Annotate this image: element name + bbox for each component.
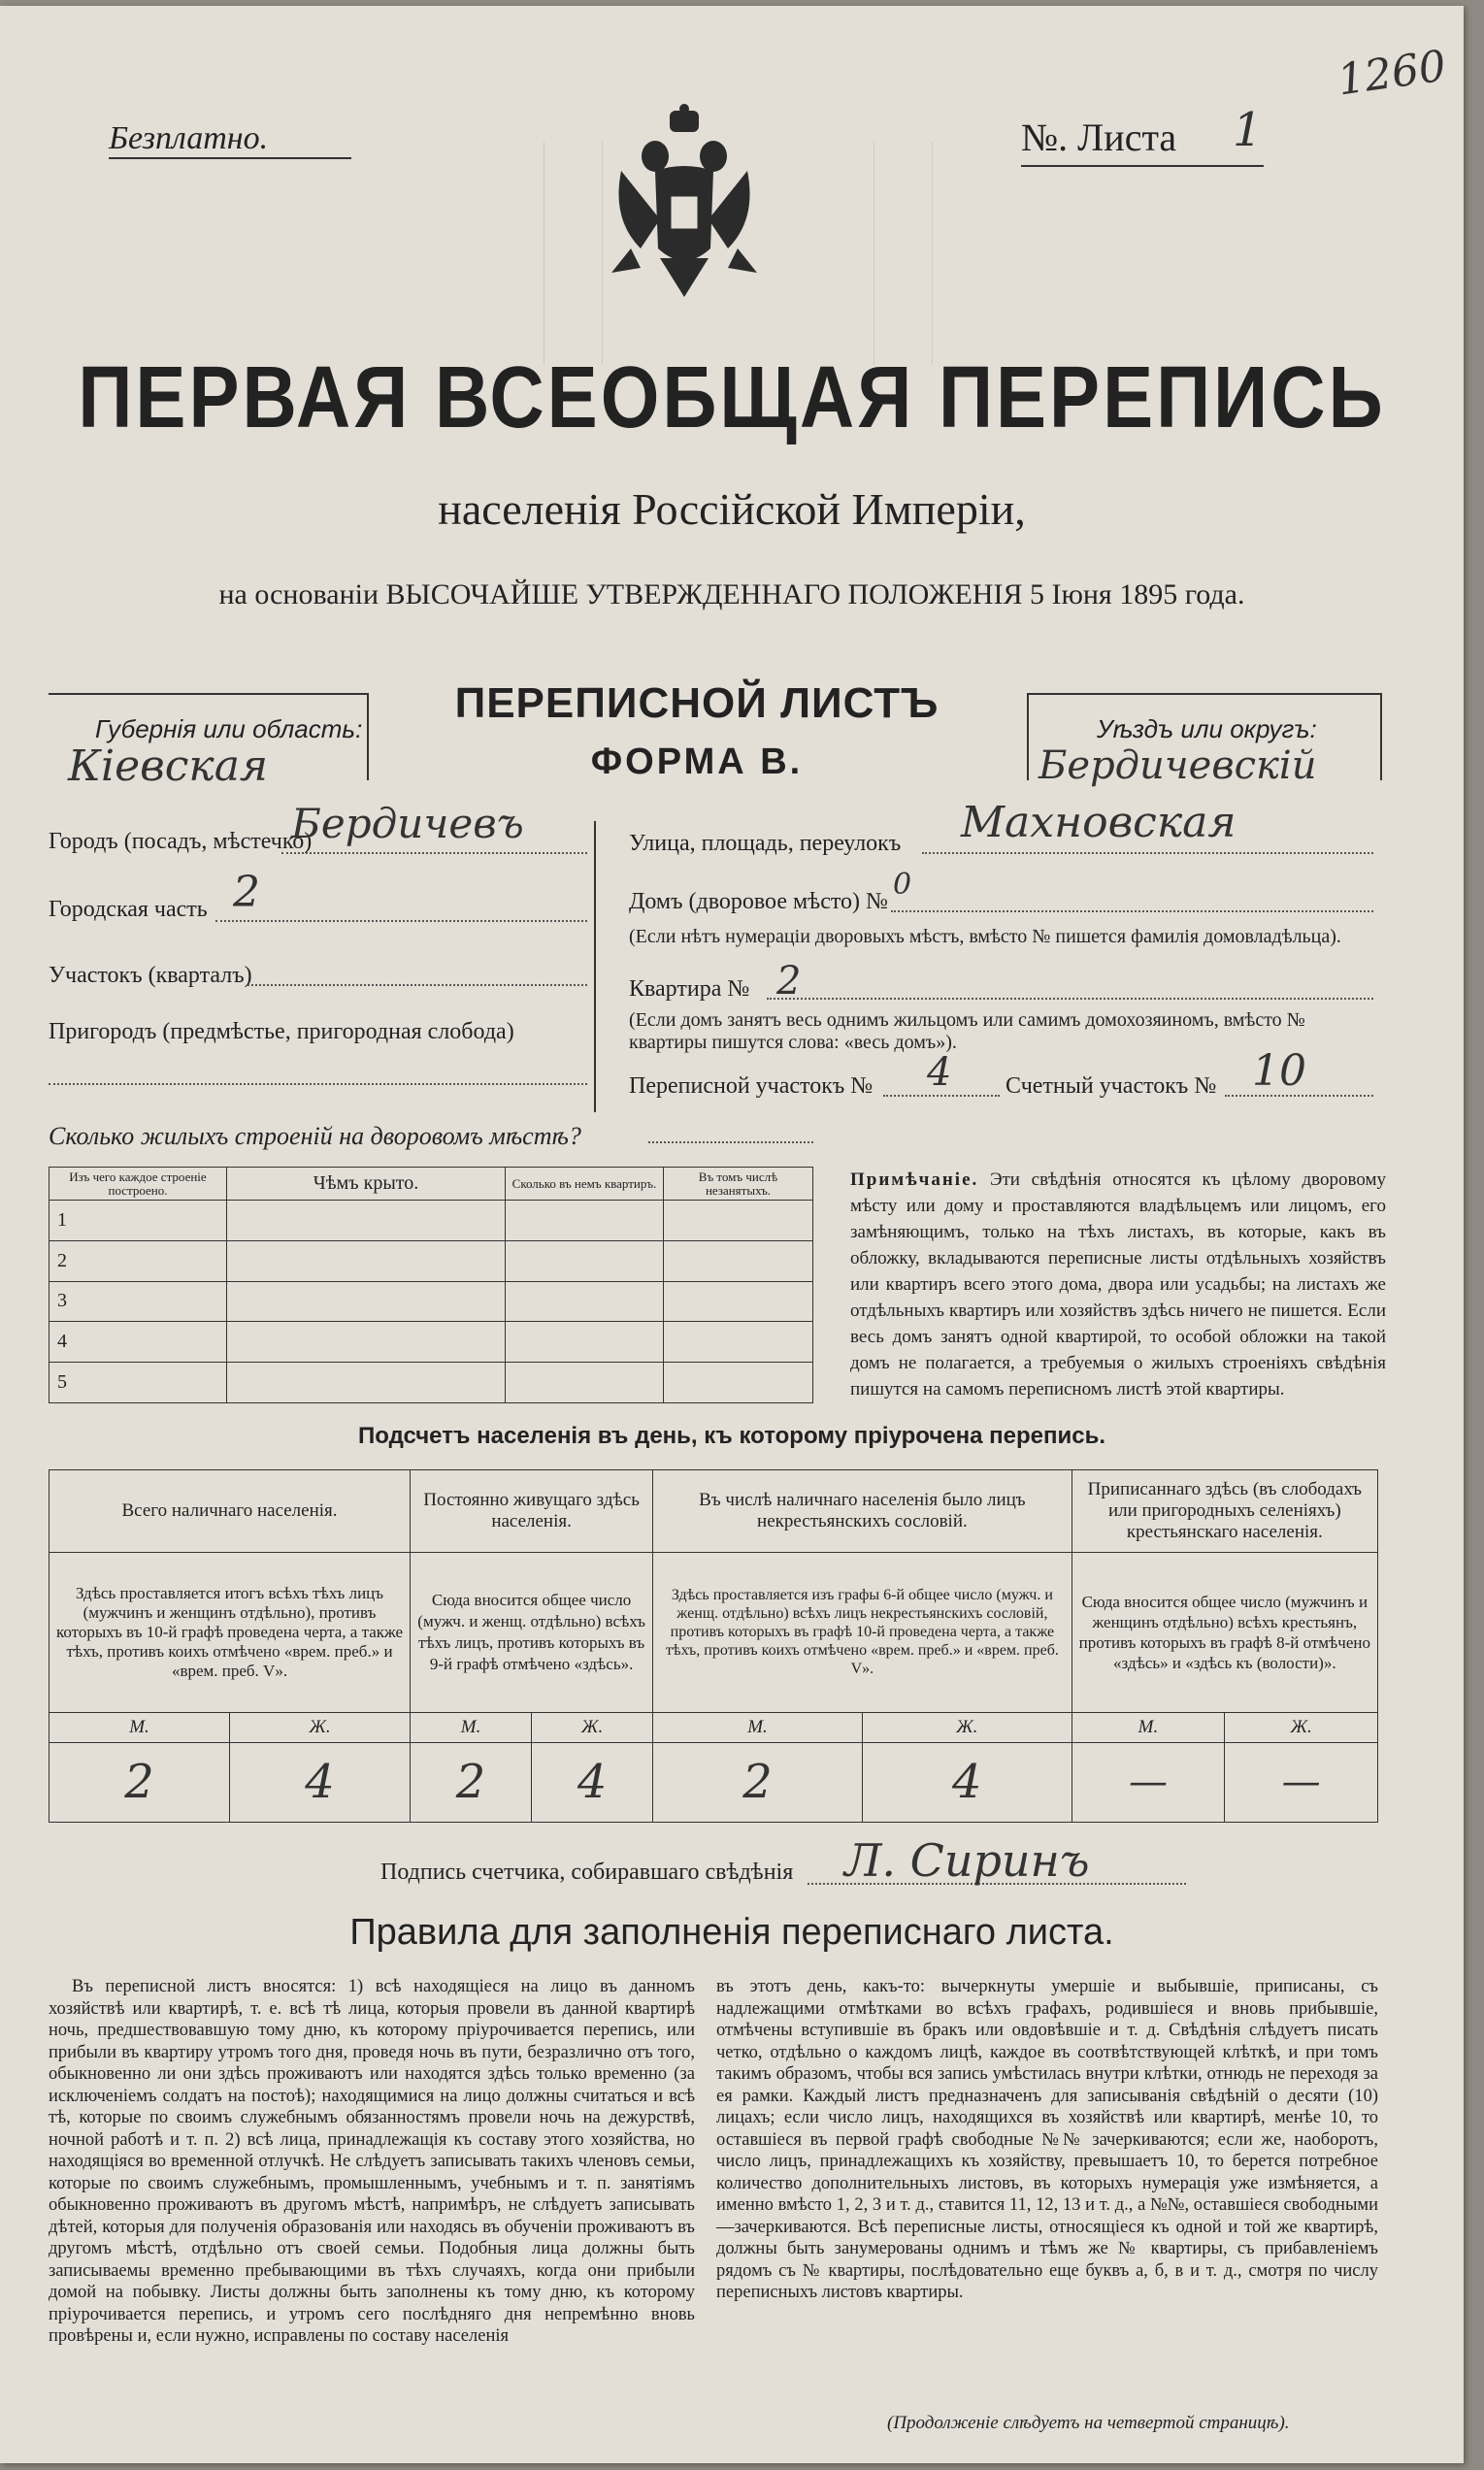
- pop-desc-permanent: Сюда вносится общее число (мужч. и женщ. отдѣльно) всѣхъ тѣхъ лицъ, противъ которыхъ въ 9-й графѣ отмѣчено «здѣсь».: [411, 1552, 653, 1712]
- form-name: ФОРМА В.: [590, 741, 804, 782]
- buildings-cell: [506, 1363, 664, 1403]
- rules-left-column: Въ переписной листъ вносятся: 1) всѣ находящіеся на лицо въ данномъ хозяйствѣ или квартирѣ, т. е. всѣ тѣ лица, которыя провели въ данной квартирѣ ночь, предшествовавшую тому дню, къ которому пріурочивается перепись, или прибыли въ квартиру утромъ того дня, проведя ночь въ пути, безразлично отъ того, обыкновенно ли они здѣсь проживаютъ или находятся здѣсь только временно (за исключеніемъ солдатъ на постоѣ); находящимися на лицо должны считаться и всѣ тѣ, которые по своимъ служебнымъ обязанностямъ провели ночь на дежурствѣ, ночной работѣ и т. п. 2) всѣ лица, принадлежащія къ составу этого хозяйства, но находящіяся во временной отлучкѣ. Не слѣдуетъ записывать такихъ членовъ семьи, которые по своимъ служебнымъ, промышленнымъ, учебнымъ и т. п. занятіямъ обыкновенно проживаютъ въ другомъ мѣстѣ, напримѣръ, не слѣдуетъ записывать дѣтей, которыя для полученія образованія или находясь въ обученіи проживаютъ въ другомъ мѣстѣ, отдѣльно отъ своей семьи. Подобныя лица должны быть записываемы временно пребывающими въ тѣхъ случаяхъ, когда они прибыли домой на побывку. Листы должны быть заполнены къ тому дню, къ которому пріурочивается перепись, и утромъ сего послѣдняго дня непремѣнно вновь провѣрены и, если нужно, исправлены по составу населенія: [49, 1977, 695, 2346]
- buildings-row-number: 2: [49, 1240, 227, 1281]
- pop-desc-nonpeasant: Здѣсь проставляется изъ графы 6-й общее число (мужч. и женщ. отдѣльно) всѣхъ лицъ некрестьянскихъ сословій, противъ которыхъ въ графѣ 10-й проведена черта, а также тѣхъ, противъ коихъ отмѣчено «врем. преб.» и «врем. преб. V».: [653, 1552, 1072, 1712]
- buildings-cell: [227, 1240, 506, 1281]
- pop-f-label: Ж.: [532, 1712, 653, 1742]
- count-area-value: 10: [1252, 1046, 1306, 1096]
- uezd-value: Бердичевскій: [1039, 743, 1317, 788]
- buildings-cell: [227, 1363, 506, 1403]
- free-label: Безплатно.: [109, 120, 351, 159]
- house-value: 0: [893, 868, 912, 902]
- pop-peasant-male: —: [1072, 1742, 1225, 1823]
- sheet-number-label: №. Листа: [1021, 115, 1177, 159]
- pop-f-label: Ж.: [1225, 1712, 1378, 1742]
- pop-head-peasant: Приписаннаго здѣсь (въ слободахъ или пригородныхъ селеніяхъ) крестьянскаго населенія.: [1072, 1470, 1377, 1553]
- city-value: Бердичевъ: [291, 800, 524, 847]
- suburb-line: [49, 1083, 587, 1085]
- count-area-label: Счетный участокъ №: [1006, 1073, 1217, 1099]
- street-value: Махновская: [961, 798, 1237, 847]
- buildings-row-number: 3: [49, 1281, 227, 1322]
- buildings-line: [648, 1141, 813, 1143]
- pop-head-total: Всего наличнаго населенія.: [49, 1470, 411, 1553]
- buildings-cell: [227, 1281, 506, 1322]
- street-line: [922, 852, 1373, 854]
- population-table: [49, 1469, 1378, 1823]
- buildings-row-number: 5: [49, 1363, 227, 1403]
- legal-basis: на основаніи ВЫСОЧАЙШЕ УТВЕРЖДЕННАГО ПОЛОЖЕНІЯ 5 Іюня 1895 года.: [218, 578, 1245, 610]
- pop-nonpeasant-male: 2: [653, 1742, 863, 1823]
- buildings-cell: [227, 1322, 506, 1363]
- buildings-table: [49, 1167, 813, 1403]
- apartment-line: [767, 998, 1373, 1000]
- suburb-label: Пригородъ (предмѣстье, пригородная слобода): [49, 1019, 514, 1044]
- city-part-value: 2: [233, 868, 260, 917]
- pop-f-label: Ж.: [230, 1712, 411, 1742]
- house-label: Домъ (дворовое мѣсто) №: [629, 889, 888, 914]
- city-label: Городъ (посадъ, мѣстечко): [49, 829, 313, 854]
- district-label: Участокъ (кварталъ): [49, 963, 252, 988]
- form-title: ПЕРЕПИСНОЙ ЛИСТЪ: [454, 679, 940, 727]
- pop-permanent-female: 4: [532, 1742, 653, 1823]
- district-line: [247, 984, 587, 986]
- pop-peasant-female: —: [1225, 1742, 1378, 1823]
- census-area-value: 4: [927, 1050, 952, 1095]
- pop-total-male: 2: [49, 1742, 230, 1823]
- sheet-number-handwritten: 1: [1233, 103, 1263, 157]
- census-area-line: [883, 1095, 1000, 1097]
- pop-nonpeasant-female: 4: [862, 1742, 1072, 1823]
- city-line: [281, 852, 587, 854]
- buildings-cell: [506, 1240, 664, 1281]
- rules-right-column: въ этотъ день, какъ-то: вычеркнуты умершіе и выбывшіе, приписаны, съ надлежащими отмѣтками во всѣхъ графахъ, родившіеся и вновь прибывшіе, отмѣчены вступившіе въ бракъ или овдовѣвшіе и т. д. Свѣдѣнія слѣдуетъ писать четко, отдѣльно о каждомъ лицѣ, каждое въ соотвѣтствующей клѣткѣ, и при томъ такимъ образомъ, чтобы вся запись умѣстилась внутри клѣтки, отнюдь не переходя за ея рамки. Каждый листъ предназначенъ для записыванія свѣдѣній о десяти (10) лицахъ; если число лицъ, находящихся въ хозяйствѣ или квартирѣ, менѣе 10, то оставшіеся въ первой графѣ свободные №№ зачеркиваются; если же, наоборотъ, число лицъ, принадлежащихъ къ хозяйству, превышаетъ 10, то берется потребное количество дополнительныхъ листовъ, въ которыхъ нумерація уже измѣняется, а именно вмѣсто 1, 2, 3 и т. д., ставится 11, 12, 13 и т. д., а №№, оставшіеся свободными—зачеркиваются. Всѣ переписные листы, относящіеся къ одной и той же квартирѣ, должны быть занумерованы однимъ и тѣмъ же № квартиры, съ прибавленіемъ рядомъ съ № квартиры, послѣдовательно еще буквъ а, б, в и т. д., смотря по числу переписныхъ листовъ квартиры.: [716, 1977, 1378, 2302]
- note-text: Эти свѣдѣнія относятся къ цѣлому дворовому мѣсту или дому и проставляются владѣльцемъ или лицомъ, его замѣняющимъ, только на тѣхъ листахъ, въ которые, какъ въ обложку, вкладываются переписные листы отдѣльныхъ хозяйствъ или квартиръ всего этого дома, двора или усадьбы; на листахъ же отдѣльныхъ квартиръ или хозяйствъ здѣсь ничего не пишется. Если весь домъ занятъ одной квартирой, то особой обложки на такой домъ не полагается, а требуемыя о жилыхъ строеніяхъ свѣдѣнія пишутся на самомъ переписномъ листѣ этой квартиры.: [850, 1169, 1386, 1400]
- signature-label: Подпись счетчика, собиравшаго свѣдѣнія: [380, 1860, 794, 1885]
- buildings-cell: [506, 1322, 664, 1363]
- form-divider: [594, 821, 596, 1112]
- pop-desc-total: Здѣсь проставляется итогъ всѣхъ тѣхъ лицъ (мужчинъ и женщинъ отдѣльно), противъ которыхъ въ 10-й графѣ проведена черта, а также тѣхъ, противъ коихъ отмѣчено «врем. преб.» и «врем. преб. V».: [49, 1552, 411, 1712]
- pop-head-permanent: Постоянно живущаго здѣсь населенія.: [411, 1470, 653, 1553]
- rules-title: Правила для заполненія переписнаго листа.: [349, 1912, 1114, 1953]
- street-label: Улица, площадь, переулокъ: [629, 831, 902, 856]
- signature-value: Л. Сиринъ: [844, 1834, 1090, 1887]
- ruling-line: [932, 142, 933, 365]
- rules-continued: (Продолженіе слѣдуетъ на четвертой страницѣ).: [887, 2413, 1290, 2433]
- buildings-cell: [664, 1322, 813, 1363]
- buildings-question: Сколько жилыхъ строеній на дворовомъ мѣстѣ?: [49, 1122, 581, 1150]
- apartment-label: Квартира №: [629, 976, 750, 1002]
- buildings-header-material: Изъ чего каждое строеніе построено.: [49, 1168, 227, 1201]
- buildings-cell: [664, 1281, 813, 1322]
- pop-desc-peasant: Сюда вносится общее число (мужчинъ и женщинъ отдѣльно) всѣхъ крестьянъ, противъ которыхъ въ графѣ 8-й отмѣчено «здѣсь» и «здѣсь къ (волости)».: [1072, 1552, 1377, 1712]
- pop-head-nonpeasant: Въ числѣ наличнаго населенія было лицъ некрестьянскихъ сословій.: [653, 1470, 1072, 1553]
- uezd-label: Уѣздъ или округъ:: [1097, 714, 1317, 743]
- apartment-note: (Если домъ занятъ весь однимъ жильцомъ или самимъ домохозяиномъ, вмѣсто № квартиры пишутся слова: «весь домъ»).: [629, 1009, 1305, 1053]
- apartment-value: 2: [776, 959, 802, 1004]
- pop-m-label: М.: [653, 1712, 863, 1742]
- buildings-cell: [664, 1363, 813, 1403]
- buildings-cell: [227, 1201, 506, 1241]
- double-headed-eagle-emblem: [602, 103, 767, 307]
- note-head: Примѣчаніе.: [850, 1169, 979, 1190]
- city-part-line: [215, 920, 587, 922]
- buildings-row-number: 1: [49, 1201, 227, 1241]
- city-part-label: Городская часть: [49, 897, 208, 922]
- gubernia-label: Губернія или область:: [95, 714, 363, 743]
- pop-m-label: М.: [1072, 1712, 1225, 1742]
- pop-total-female: 4: [230, 1742, 411, 1823]
- pop-m-label: М.: [411, 1712, 532, 1742]
- population-title: Подсчетъ населенія въ день, къ которому пріурочена перепись.: [358, 1423, 1105, 1449]
- house-note: (Если нѣтъ нумераціи дворовыхъ мѣстъ, вмѣсто № пишется фамилія домовладѣльца).: [629, 926, 1341, 947]
- document-subtitle: населенія Россійской Имперіи,: [438, 484, 1026, 534]
- buildings-header-vacant: Въ томъ числѣ незанятыхъ.: [664, 1168, 813, 1201]
- buildings-note: [850, 1167, 1386, 1402]
- buildings-cell: [506, 1201, 664, 1241]
- buildings-header-roof: Чѣмъ крыто.: [227, 1168, 506, 1201]
- pop-f-label: Ж.: [862, 1712, 1072, 1742]
- house-line: [891, 910, 1373, 912]
- pop-permanent-male: 2: [411, 1742, 532, 1823]
- buildings-header-apartments: Сколько въ немъ квартиръ.: [506, 1168, 664, 1201]
- buildings-cell: [506, 1281, 664, 1322]
- buildings-row-number: 4: [49, 1322, 227, 1363]
- sheet-number-underline: [1021, 165, 1264, 167]
- buildings-cell: [664, 1240, 813, 1281]
- document-title: ПЕРВАЯ ВСЕОБЩАЯ ПЕРЕПИСЬ: [78, 347, 1386, 446]
- census-area-label: Переписной участокъ №: [629, 1073, 874, 1099]
- buildings-cell: [664, 1201, 813, 1241]
- gubernia-value: Кіевская: [68, 741, 269, 791]
- pop-m-label: М.: [49, 1712, 230, 1742]
- archive-page-number: 1260: [1334, 41, 1449, 106]
- census-sheet: [0, 6, 1464, 2463]
